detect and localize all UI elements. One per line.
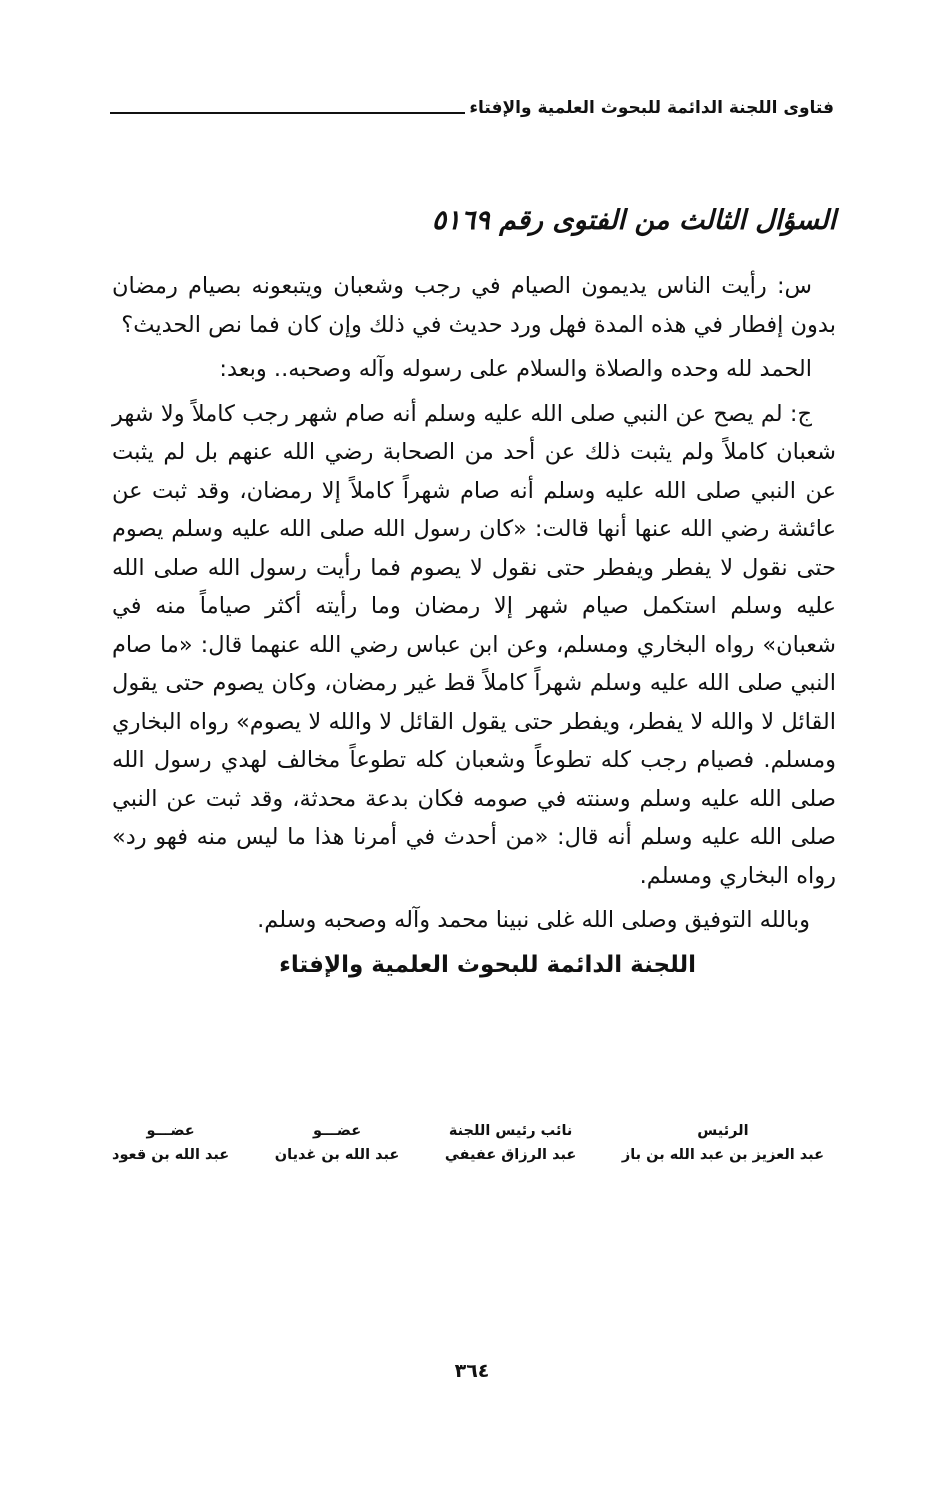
signature-name: عبد الله بن غديان	[274, 1147, 400, 1163]
signature-name: عبد العزيز بن عبد الله بن باز	[621, 1147, 824, 1163]
signatures-row	[112, 1123, 824, 1163]
signature-chairman	[622, 1123, 824, 1163]
praise-paragraph: الحمد لله وحده والصلاة والسلام على رسوله وآله وصحبه.. وبعد:	[219, 356, 812, 382]
signature-vice-chairman	[445, 1123, 576, 1163]
signature-member	[275, 1123, 400, 1163]
question-paragraph: س: رأيت الناس يديمون الصيام في رجب وشعبان ويتبعونه بصيام رمضان بدون إفطار في هذه المدة فهل ورد حديث في ذلك وإن كان فما نص الحديث؟	[112, 273, 836, 338]
signature-role: الرئيس	[697, 1123, 749, 1139]
answer-paragraph: ج: لم يصح عن النبي صلى الله عليه وسلم أنه صام شهر رجب كاملاً ولا شهر شعبان كاملاً ولم يثبت ذلك عن أحد من الصحابة رضي الله عنهم بل لم يثبت عن النبي صلى الله عليه وسلم أنه صام شهراً كاملاً إلا رمضان، وقد ثبت عن عائشة رضي الله عنها أنها قالت: «كان رسول الله صلى الله عليه وسلم يصوم حتى نقول لا يفطر ويفطر حتى نقول لا يصوم فما رأيت رسول الله صلى الله عليه وسلم استكمل صيام شهر إلا رمضان وما رأيته أكثر صياماً منه في شعبان» رواه البخاري ومسلم، وعن ابن عباس رضي الله عنهما قال: «ما صام النبي صلى الله عليه وسلم شهراً كاملاً قط غير رمضان، وكان يصوم حتى يقول القائل لا والله لا يفطر، ويفطر حتى يقول القائل لا والله لا يصوم» رواه البخاري ومسلم. فصيام رجب كله تطوعاً وشعبان كله تطوعاً مخالف لهدي رسول الله صلى الله عليه وسلم وسنته في صومه فكان بدعة محدثة، وقد ثبت عن النبي صلى الله عليه وسلم أنه قال: «من أحدث في أمرنا هذا ما ليس منه فهو رد» رواه البخاري ومسلم.	[112, 400, 836, 889]
running-header-rule	[110, 112, 465, 114]
fatwa-heading: السؤال الثالث من الفتوى رقم ٥١٦٩	[431, 205, 836, 236]
committee-name: اللجنة الدائمة للبحوث العلمية والإفتاء	[279, 951, 696, 978]
signature-role: عضـــو	[146, 1123, 195, 1139]
signature-role: نائب رئيس اللجنة	[448, 1123, 573, 1139]
page-number: ٣٦٤	[454, 1360, 490, 1382]
fatwa-body	[112, 267, 836, 990]
closing-paragraph: وبالله التوفيق وصلى الله غلى نبينا محمد وآله وصحبه وسلم.	[257, 907, 810, 933]
signature-role: عضـــو	[312, 1123, 362, 1139]
signature-name: عبد الله بن قعود	[112, 1147, 230, 1163]
signature-member	[112, 1123, 229, 1163]
signature-name: عبد الرزاق عفيفي	[444, 1147, 577, 1163]
running-header	[110, 98, 834, 118]
running-header-title: فتاوى اللجنة الدائمة للبحوث العلمية والإفتاء	[469, 98, 834, 118]
